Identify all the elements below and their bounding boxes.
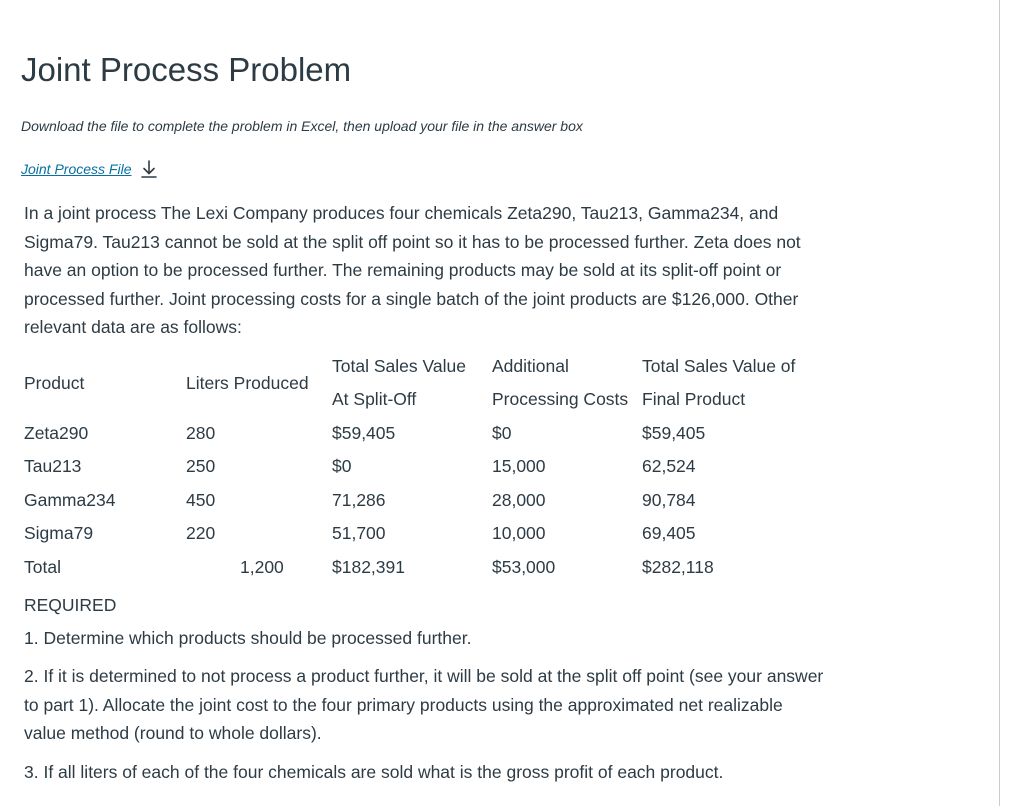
row-final-value: $59,405 — [642, 423, 706, 443]
required-heading: REQUIRED — [24, 595, 117, 615]
row-split-value: 71,286 — [332, 490, 386, 510]
row-additional-cost: 10,000 — [492, 523, 546, 543]
row-additional-cost: 28,000 — [492, 490, 546, 510]
required-item: 2. If it is determined to not process a product further, it will be sold at the split off point (see your answer to part 1). Allocate the joint cost to the four primary products using the approximated net realizable value method (round to whole dollars). — [24, 666, 824, 744]
header-product: Product — [24, 373, 85, 393]
total-final-value: $282,118 — [642, 557, 714, 577]
header-split-line2: At Split-Off — [332, 389, 417, 409]
content-right-border — [999, 0, 1000, 806]
header-additional-line1: Additional — [492, 356, 569, 376]
header-additional-line2: Processing Costs — [492, 389, 629, 409]
row-final-value: 69,405 — [642, 523, 696, 543]
row-product: Tau213 — [24, 456, 82, 476]
required-item: 1. Determine which products should be processed further. — [24, 628, 472, 648]
total-label: Total — [24, 557, 61, 577]
row-split-value: $59,405 — [332, 423, 396, 443]
row-final-value: 62,524 — [642, 456, 696, 476]
total-split-value: $182,391 — [332, 557, 405, 577]
row-liters: 220 — [186, 523, 216, 543]
header-final-line2: Final Product — [642, 389, 746, 409]
row-product: Sigma79 — [24, 523, 94, 543]
required-item: 3. If all liters of each of the four chemicals are sold what is the gross profit of each product. — [24, 762, 724, 782]
total-additional-cost: $53,000 — [492, 557, 556, 577]
row-liters: 250 — [186, 456, 216, 476]
row-split-value: $0 — [332, 456, 352, 476]
joint-process-file-link[interactable]: Joint Process File — [21, 161, 132, 177]
row-final-value: 90,784 — [642, 490, 696, 510]
row-liters: 450 — [186, 490, 216, 510]
total-liters: 1,200 — [240, 557, 284, 577]
row-split-value: 51,700 — [332, 523, 386, 543]
row-product: Gamma234 — [24, 490, 116, 510]
row-additional-cost: $0 — [492, 423, 512, 443]
problem-description: In a joint process The Lexi Company produces four chemicals Zeta290, Tau213, Gamma234, and Sigma79. Tau213 cannot be sold at the split off point so it has to be processed further. Zeta does not have an option to be processed further. The remaining products may be sold at its split-off point or processed further. Joint processing costs for a single batch of the joint products are $126,000. Other relevant data are as follows: — [24, 203, 801, 338]
file-download — [21, 159, 159, 179]
row-additional-cost: 15,000 — [492, 456, 546, 476]
header-final-line1: Total Sales Value of — [642, 356, 796, 376]
header-split-line1: Total Sales Value — [332, 356, 466, 376]
instructions-text: Download the file to complete the problem in Excel, then upload your file in the answer box — [21, 118, 583, 134]
header-liters: Liters Produced — [186, 373, 309, 393]
download-icon[interactable] — [139, 159, 159, 179]
page-title: Joint Process Problem — [21, 51, 352, 88]
row-liters: 280 — [186, 423, 216, 443]
row-product: Zeta290 — [24, 423, 89, 443]
